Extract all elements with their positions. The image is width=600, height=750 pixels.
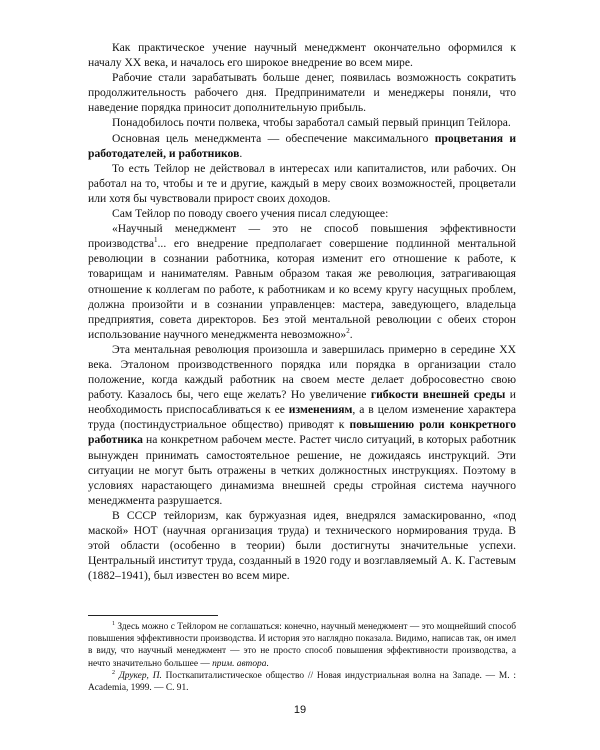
paragraph-2 [88, 70, 516, 115]
quote-text: «Научный менеджмент — это не способ повышения эффективности производства [88, 222, 516, 251]
paragraph-text: на конкретном рабочем месте. Растет число ситуаций, в которых работник вынужден принимать самостоятельное решение, не дожидаясь инструкций. Эти ситуации не могут быть отражены в четких должностных инструкциях. Поэтому в условиях нарастающего динамизма внешней среды стройная система научного менеджмента разрушается. [88, 433, 516, 507]
paragraph-4 [88, 131, 516, 161]
footnote-ref-1: 1 [154, 236, 158, 245]
paragraph-8 [88, 508, 516, 583]
bold-emphasis: повышению роли конкретного работника [88, 418, 516, 447]
footnote-divider [88, 615, 218, 616]
bold-emphasis: процветания и работодателей, и работников [88, 131, 517, 160]
footnote-text: Здесь можно с Тейлором не соглашаться: конечно, научный менеджмент — это мощнейший способ повышения эффективности производства. И история это наглядно показала. Видимо, написав так, он имел в виду, что научный менеджмент — это не просто способ повышения эффективности производства, а нечто значительно большее — [88, 622, 516, 669]
paragraph-text: . [239, 146, 243, 160]
paragraph-text: Основная цель менеджмента — обеспечение максимального [112, 131, 435, 145]
paragraph-text: Понадобилось почти полвека, чтобы заработал самый первый принцип Тейлора. [112, 116, 511, 130]
footnote-mark: 2 [112, 669, 115, 676]
paragraph-7 [88, 342, 516, 508]
footnotes [88, 621, 516, 694]
footnote-text: . [266, 658, 269, 669]
paragraph-text: , а в целом изменение характера труда (постиндустриальное общество) приводят к [88, 403, 517, 432]
footnote-1 [88, 621, 516, 670]
footnote-author: Друкер, П. [115, 670, 162, 681]
paragraph-text: Сам Тейлор по поводу своего учения писал следующее: [112, 207, 389, 221]
page-number: 19 [293, 704, 307, 716]
paragraph-text: и необходимость приспосабливаться к ее [88, 388, 516, 417]
paragraph-text: В СССР тейлоризм, как буржуазная идея, внедрялся замаскированно, «под маской» НОТ (научная организация труда) и технического нормирования труда. В этой области (особенно в теории) были достигнуты значительные успехи. Центральный институт труда, созданный в 1920 году и возглавляемый А. К. Гастевым (1882–1941), был известен во всем мире. [88, 508, 516, 583]
footnote-italic: прим. автора [212, 658, 267, 669]
paragraph-3 [88, 115, 516, 130]
footnote-text: Посткапиталистическое общество // Новая индустриальная волна на Западе. — М. : Academia, 1999. — С. 91. [88, 670, 516, 694]
bold-emphasis: гибкости внешней среды [370, 388, 506, 402]
quote-text: ... его внедрение предполагает совершение подлинной ментальной революции в сознании работника, которая изменит его отношение к работе, к товарищам и нанимателям. Равным образом такая же революция, затрагивающая отношение к коллегам по работе, к работникам и ко всему кругу насущных проблем, должна произойти и в сознании управленцев: мастера, заведующего, владельца предприятия, совета директоров. Без этой ментальной революции с обеих сторон использование научного менеджмента невозможно» [88, 237, 516, 341]
bold-emphasis: изменениям [288, 403, 353, 417]
paragraph-text: Как практическое учение научный менеджмент окончательно оформился к началу XX века, и началось его широкое внедрение во всем мире. [88, 41, 516, 70]
footnote-mark: 1 [112, 620, 115, 627]
paragraph-text: То есть Тейлор не действовал в интересах или капиталистов, или рабочих. Он работал на то, чтобы и те и другие, каждый в меру своих возможностей, процветали или хотя бы чувствовали прирост своих доходов. [88, 161, 516, 205]
taylor-quote: «Научный менеджмент — это не способ повышения эффективности производства$^1$... его внедрение предполагает совершение подлинной ментальной революции в сознании работника, которая изменит его отношение к работе, к товарищам и нанимателям. Равным образом такая же революция, затрагивающая отношение к коллегам по работе, к работникам и ко всему кругу насущных проблем, должна произойти и в сознании управленцев: мастера, заведующего, владельца предприятия, совета директоров. Без этой ментальной революции с обеих сторон использование научного менеджмента невозможно»$^2$. [88, 222, 516, 341]
main-text [88, 40, 516, 583]
paragraph-5 [88, 161, 516, 206]
footnote-2 [88, 670, 516, 694]
paragraph-text: Эта ментальная революция произошла и завершилась примерно в середине XX века. Эталоном производственного порядка или порядка в организации стало положение, когда каждый работник на своем месте делает добросовестно свою работу. Казалось бы, чего еще желать? Но увеличение [88, 342, 516, 402]
footnote-ref-2: 2 [346, 326, 350, 335]
paragraph-1 [88, 40, 516, 70]
paragraph-text: Рабочие стали зарабатывать больше денег, появилась возможность сократить продолжительность рабочего дня. Предприниматели и менеджеры поняли, что наведение порядка приносит дополнительную прибыль. [88, 71, 516, 115]
paragraph-6 [88, 206, 516, 221]
